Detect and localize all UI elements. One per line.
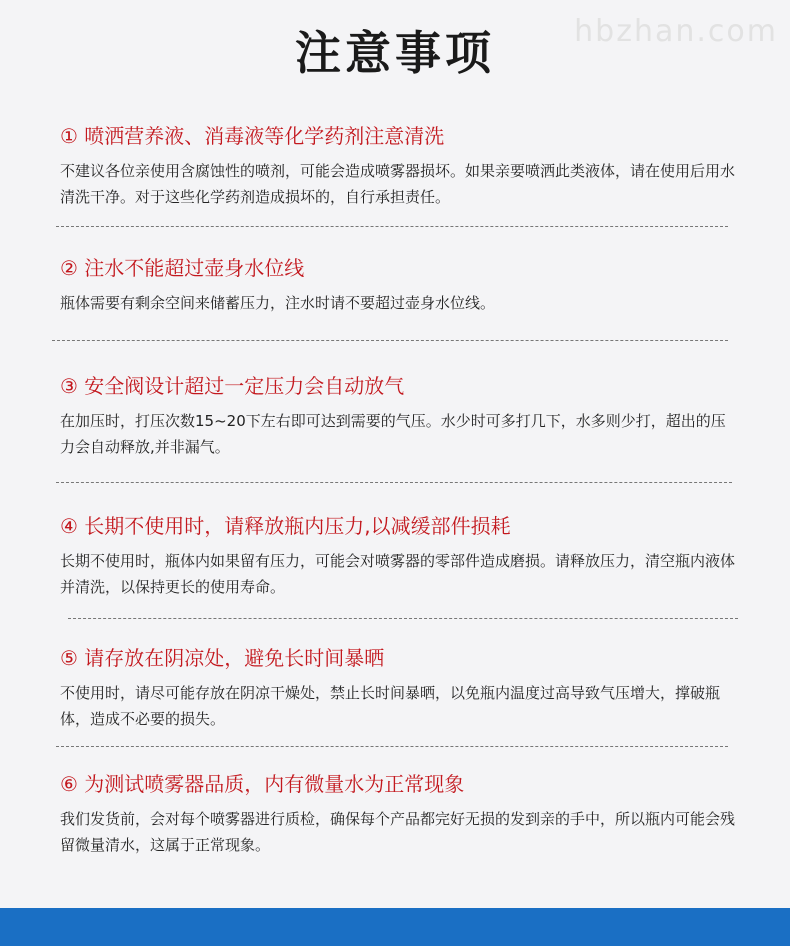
notice-section-5 bbox=[60, 644, 740, 732]
notice-body: 瓶体需要有剩余空间来储蓄压力，注水时请不要超过壶身水位线。 bbox=[60, 294, 496, 312]
notice-section-4 bbox=[60, 512, 740, 600]
notice-heading: ② 注水不能超过壶身水位线 bbox=[60, 256, 305, 280]
notice-heading: ① 喷洒营养液、消毒液等化学药剂注意清洗 bbox=[60, 124, 445, 148]
divider bbox=[52, 340, 728, 341]
divider bbox=[56, 482, 732, 483]
page-title: 注意事项 bbox=[295, 26, 495, 80]
divider bbox=[68, 618, 738, 619]
notice-body: 不使用时，请尽可能存放在阴凉干燥处，禁止长时间暴晒，以免瓶内温度过高导致气压增大，撑破瓶体，造成不必要的损失。 bbox=[60, 684, 721, 728]
notice-body: 在加压时，打压次数15~20下左右即可达到需要的气压。水少时可多打几下，水多则少打，超出的压力会自动释放,并非漏气。 bbox=[60, 412, 726, 456]
notice-heading: ③ 安全阀设计超过一定压力会自动放气 bbox=[60, 374, 405, 398]
notice-body: 长期不使用时，瓶体内如果留有压力，可能会对喷雾器的零部件造成磨损。请释放压力，清空瓶内液体并清洗，以保持更长的使用寿命。 bbox=[60, 552, 736, 596]
bottom-bar bbox=[0, 908, 790, 946]
notice-section-2 bbox=[60, 254, 740, 316]
notice-heading: ⑤ 请存放在阴凉处，避免长时间暴晒 bbox=[60, 646, 385, 670]
notice-body: 我们发货前，会对每个喷雾器进行质检，确保每个产品都完好无损的发到亲的手中，所以瓶内可能会残留微量清水，这属于正常现象。 bbox=[60, 810, 736, 854]
divider bbox=[56, 746, 728, 747]
notice-heading: ⑥ 为测试喷雾器品质，内有微量水为正常现象 bbox=[60, 772, 465, 796]
notice-body: 不建议各位亲使用含腐蚀性的喷剂，可能会造成喷雾器损坏。如果亲要喷洒此类液体，请在使用后用水清洗干净。对于这些化学药剂造成损坏的，自行承担责任。 bbox=[60, 162, 736, 206]
watermark: hbzhan.com bbox=[574, 14, 778, 49]
notice-section-1 bbox=[60, 122, 740, 210]
divider bbox=[56, 226, 728, 227]
notice-section-3 bbox=[60, 372, 740, 460]
notice-section-6 bbox=[60, 770, 740, 858]
notice-heading: ④ 长期不使用时，请释放瓶内压力,以减缓部件损耗 bbox=[60, 514, 511, 538]
